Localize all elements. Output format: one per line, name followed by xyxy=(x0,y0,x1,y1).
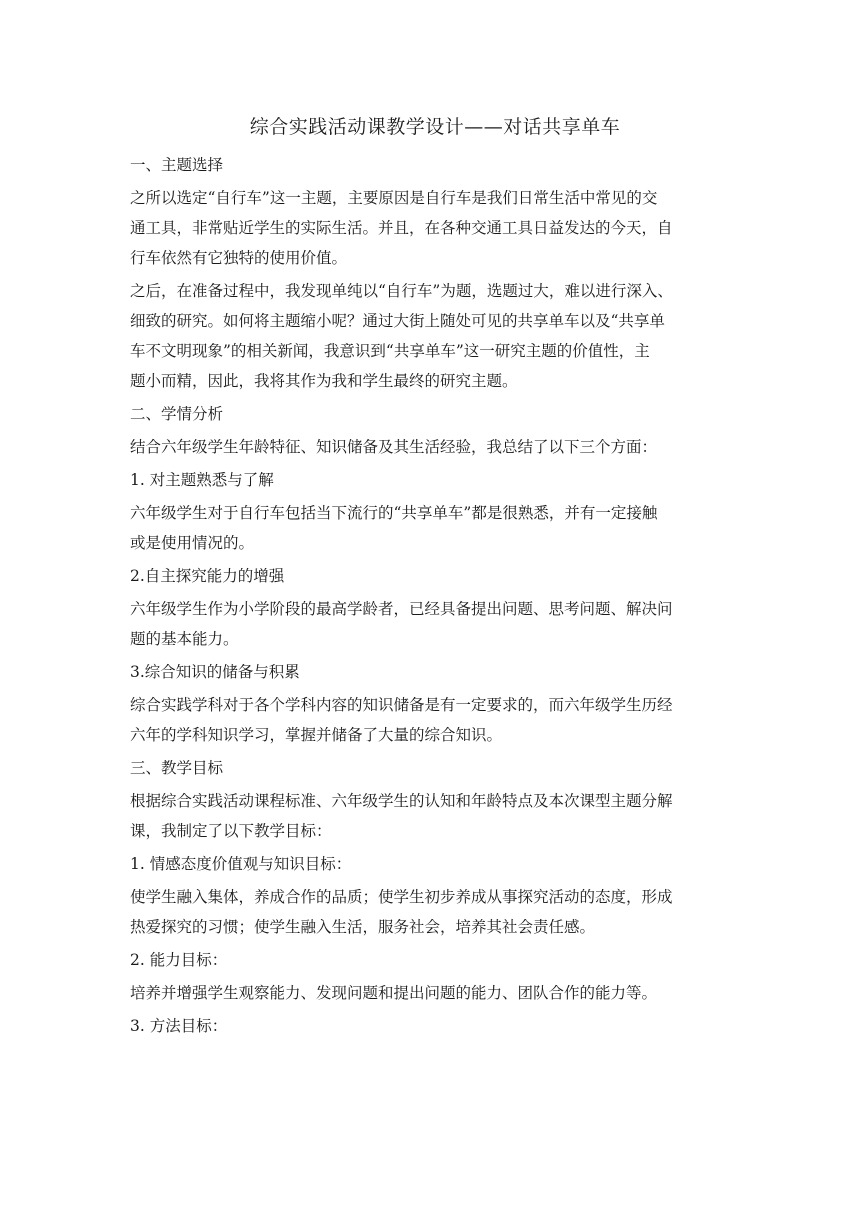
subsection-heading: 1. 情感态度价值观与知识目标： xyxy=(130,855,352,873)
paragraph-line: 车不文明现象”的相关新闻，我意识到“共享单车”这一研究主题的价值性，主 xyxy=(130,342,650,360)
subsection-heading: 2. 能力目标： xyxy=(130,951,228,969)
paragraph-line: 六年级学生作为小学阶段的最高学龄者，已经具备提出问题、思考问题、解决问 xyxy=(130,600,673,618)
subsection-heading: 3. 方法目标： xyxy=(130,1017,228,1035)
subsection-heading: 1. 对主题熟悉与了解 xyxy=(130,471,274,489)
document-title: 综合实践活动课教学设计——对话共享单车 xyxy=(249,116,621,138)
paragraph-line: 之所以选定“自行车”这一主题，主要原因是自行车是我们日常生活中常见的交 xyxy=(130,189,658,207)
paragraph xyxy=(130,498,732,558)
document-blocks xyxy=(130,150,732,1041)
paragraph-line: 六年级学生对于自行车包括当下流行的“共享单车”都是很熟悉，并有一定接触 xyxy=(130,504,658,522)
section-heading: 一、主题选择 xyxy=(130,156,224,174)
paragraph-line: 或是使用情况的。 xyxy=(130,534,255,552)
section-heading: 二、学情分析 xyxy=(130,405,224,423)
paragraph-line: 题的基本能力。 xyxy=(130,630,239,648)
section-heading: 三、教学目标 xyxy=(130,759,224,777)
subsection-heading: 2.自主探究能力的增强 xyxy=(130,567,285,585)
paragraph-line: 培养并增强学生观察能力、发现问题和提出问题的能力、团队合作的能力等。 xyxy=(130,984,658,1002)
paragraph-line: 课，我制定了以下教学目标： xyxy=(130,822,332,840)
paragraph xyxy=(130,882,732,942)
paragraph-line: 之后，在准备过程中，我发现单纯以“自行车”为题，选题过大，难以进行深入、 xyxy=(130,282,673,300)
paragraph-line: 根据综合实践活动课程标准、六年级学生的认知和年龄特点及本次课型主题分解 xyxy=(130,792,673,810)
paragraph xyxy=(130,594,732,654)
subsection-heading: 3.综合知识的储备与积累 xyxy=(130,663,300,681)
document-body xyxy=(130,112,732,1041)
paragraph-line: 热爱探究的习惯；使学生融入生活，服务社会，培养其社会责任感。 xyxy=(130,918,596,936)
paragraph xyxy=(130,978,732,1008)
paragraph-line: 综合实践学科对于各个学科内容的知识储备是有一定要求的，而六年级学生历经 xyxy=(130,696,673,714)
paragraph-line: 行车依然有它独特的使用价值。 xyxy=(130,249,348,267)
paragraph xyxy=(130,432,732,462)
paragraph xyxy=(130,786,732,846)
paragraph xyxy=(130,276,732,396)
paragraph xyxy=(130,183,732,273)
paragraph-line: 通工具，非常贴近学生的实际生活。并且，在各种交通工具日益发达的今天，自 xyxy=(130,219,673,237)
paragraph-line: 细致的研究。如何将主题缩小呢？通过大街上随处可见的共享单车以及“共享单 xyxy=(130,312,665,330)
paragraph-line: 结合六年级学生年龄特征、知识储备及其生活经验，我总结了以下三个方面： xyxy=(130,438,658,456)
paragraph-line: 使学生融入集体，养成合作的品质；使学生初步养成从事探究活动的态度，形成 xyxy=(130,888,673,906)
paragraph xyxy=(130,690,732,750)
paragraph-line: 六年的学科知识学习，掌握并储备了大量的综合知识。 xyxy=(130,726,503,744)
paragraph-line: 题小而精，因此，我将其作为我和学生最终的研究主题。 xyxy=(130,372,518,390)
